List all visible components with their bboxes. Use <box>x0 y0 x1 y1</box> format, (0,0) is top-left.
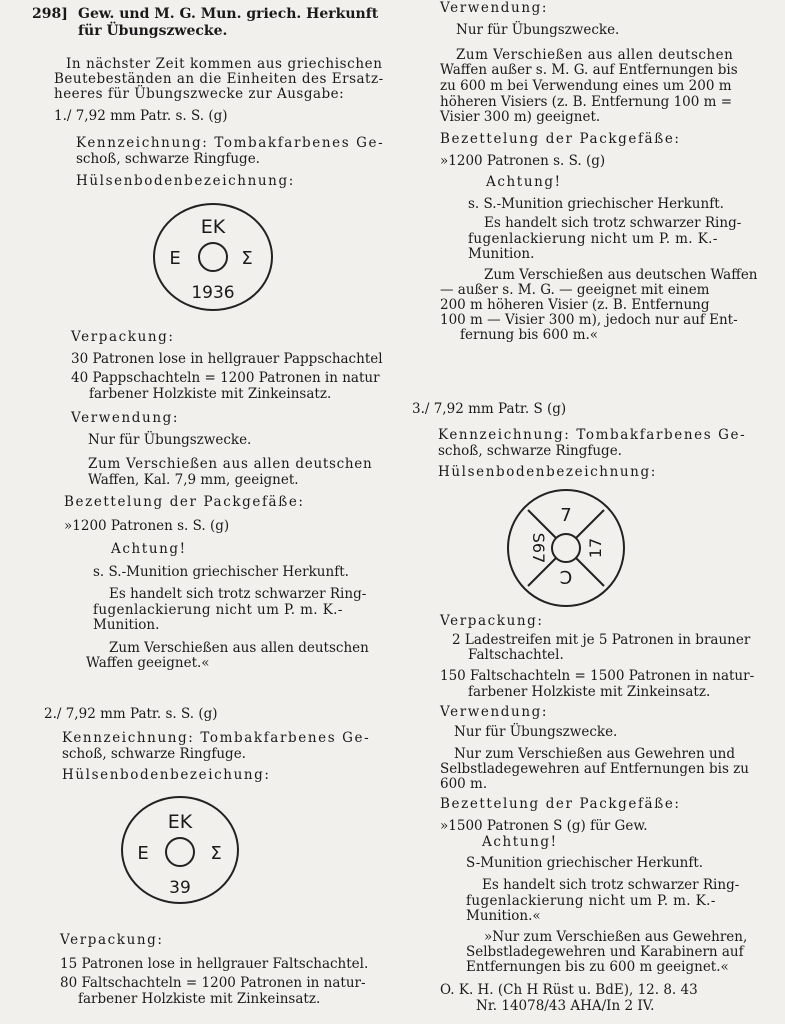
item1-bezettelung-label: Bezettelung der Packgefäße: <box>64 494 305 510</box>
order-number: Nr. 14078/43 AHA/In 2 IV. <box>476 998 655 1014</box>
item1-verwendung-line2: Zum Verschießen aus allen deutschen <box>88 456 373 472</box>
item1-headstamp <box>153 203 273 311</box>
item1-verpackung: 30 Patronen lose in hellgrauer Pappschachtel <box>71 351 383 367</box>
right-bezettelung-line4: Es handelt sich trotz schwarzer Ring- <box>484 215 742 231</box>
item3-verwendung-line3: Selbstladegewehren auf Entfernungen bis zu <box>440 761 749 777</box>
item3-heading: 3./ 7,92 mm Patr. S (g) <box>412 401 567 417</box>
item3-verpackung-label: Verpackung: <box>440 613 544 629</box>
item1-stamp-left: E <box>169 248 181 269</box>
section-title-line2: für Übungszwecke. <box>78 23 228 39</box>
item3-verwendung: Nur für Übungszwecke. <box>454 724 618 740</box>
item1-bezettelung-line5: fugenlackierung nicht um P. m. K.- <box>93 602 343 618</box>
item1-verpackung-line3: farbener Holzkiste mit Zinkeinsatz. <box>89 386 332 402</box>
item3-bezettelung-line7: »Nur zum Verschießen aus Gewehren, <box>484 929 748 945</box>
item2-heading: 2./ 7,92 mm Patr. s. S. (g) <box>44 706 218 722</box>
item1-achtung: Achtung! <box>111 541 187 557</box>
right-bezettelung-line7: Zum Verschießen aus deutschen Waffen <box>484 267 758 283</box>
right-verwendung-line2: Zum Verschießen aus allen deutschen <box>456 47 734 63</box>
right-verwendung-line4: zu 600 m bei Verwendung eines um 200 m <box>440 78 732 94</box>
item3-bezettelung-line8: Selbstladegewehren und Karabinern auf <box>466 944 744 960</box>
item3-bezettelung-line4: Es handelt sich trotz schwarzer Ring- <box>482 877 740 893</box>
item1-bezettelung-line6: Munition. <box>93 617 160 633</box>
item2-verpackung-line2: 80 Faltschachteln = 1200 Patronen in natur- <box>60 975 366 991</box>
item3-verpackung-line2: Faltschachtel. <box>468 647 564 663</box>
right-verwendung-label: Verwendung: <box>440 0 549 16</box>
item3-bezettelung: »1500 Patronen S (g) für Gew. <box>440 818 648 834</box>
item2-kennzeichnung-line2: schoß, schwarze Ringfuge. <box>62 746 246 762</box>
item1-verwendung: Nur für Übungszwecke. <box>88 432 252 448</box>
item1-heading: 1./ 7,92 mm Patr. s. S. (g) <box>54 108 228 124</box>
item3-verpackung: 2 Ladestreifen mit je 5 Patronen in brauner <box>452 632 751 648</box>
item1-bezettelung-line8: Waffen geeignet.« <box>86 655 210 671</box>
item1-verpackung-line2: 40 Pappschachteln = 1200 Patronen in natur <box>71 370 380 386</box>
right-bezettelung-label: Bezettelung der Packgefäße: <box>440 131 681 147</box>
right-achtung: Achtung! <box>486 174 562 190</box>
intro-text: In nächster Zeit kommen aus griechischen <box>66 56 383 72</box>
item3-headstamp <box>507 489 625 607</box>
item2-stamp-top: EK <box>167 811 193 833</box>
right-bezettelung-line3: s. S.-Munition griechischer Herkunft. <box>468 196 724 212</box>
item3-huelsen-label: Hülsenbodenbezeichnung: <box>438 464 657 480</box>
item3-stamp-top: 7 <box>560 505 572 526</box>
item3-verwendung-line2: Nur zum Verschießen aus Gewehren und <box>454 746 736 762</box>
right-bezettelung-line10: 100 m — Visier 300 m), jedoch nur auf Ent- <box>440 312 738 328</box>
item2-headstamp <box>121 796 239 904</box>
item1-bezettelung-line3: s. S.-Munition griechischer Herkunft. <box>93 564 349 580</box>
section-title: Gew. und M. G. Mun. griech. Herkunft <box>78 6 379 22</box>
item1-kennzeichnung: Kennzeichnung: Tombakfarbenes Ge- <box>76 135 385 151</box>
item3-verwendung-label: Verwendung: <box>440 704 549 720</box>
right-bezettelung-line11: fernung bis 600 m.« <box>460 327 599 343</box>
item3-bezettelung-line6: Munition.« <box>466 908 541 924</box>
right-verwendung: Nur für Übungszwecke. <box>456 22 620 38</box>
item2-huelsen-label: Hülsenbodenbezeichung: <box>62 767 271 783</box>
right-verwendung-line3: Waffen außer s. M. G. auf Entfernungen bis <box>440 62 738 78</box>
item1-verpackung-label: Verpackung: <box>71 329 175 345</box>
right-bezettelung-line8: — außer s. M. G. — geeignet mit einem <box>440 282 710 298</box>
item1-stamp-right: Σ <box>241 248 253 269</box>
item2-verpackung-label: Verpackung: <box>60 932 164 948</box>
right-bezettelung-line9: 200 m höheren Visier (z. B. Entfernung <box>440 297 710 313</box>
item3-bezettelung-label: Bezettelung der Packgefäße: <box>440 796 681 812</box>
right-bezettelung-line6: Munition. <box>468 246 535 262</box>
intro-text-line3: heeres für Übungszwecke zur Ausgabe: <box>54 86 345 102</box>
right-bezettelung: »1200 Patronen s. S. (g) <box>440 153 606 169</box>
item3-stamp-left: S67 <box>529 532 548 564</box>
item2-verpackung-line3: farbener Holzkiste mit Zinkeinsatz. <box>78 991 321 1007</box>
right-verwendung-line5: höheren Visiers (z. B. Entfernung 100 m = <box>440 94 733 110</box>
item3-bezettelung-line9: Entfernungen bis zu 600 m geeignet.« <box>466 959 729 975</box>
item2-kennzeichnung: Kennzeichnung: Tombakfarbenes Ge- <box>62 730 371 746</box>
item1-bezettelung: »1200 Patronen s. S. (g) <box>64 518 230 534</box>
item3-bezettelung-line3: S-Munition griechischer Herkunft. <box>466 855 704 871</box>
item3-bezettelung-line5: fugenlackierung nicht um P. m. K.- <box>466 893 716 909</box>
right-bezettelung-line5: fugenlackierung nicht um P. m. K.- <box>468 231 718 247</box>
item1-verwendung-label: Verwendung: <box>71 410 180 426</box>
item2-stamp-right: Σ <box>210 843 222 864</box>
item2-verpackung: 15 Patronen lose in hellgrauer Faltschachtel. <box>60 956 369 972</box>
intro-text-line2: Beutebeständen an die Einheiten des Ersatz- <box>54 71 384 87</box>
item3-verpackung-line3: 150 Faltschachteln = 1500 Patronen in natur- <box>440 668 755 684</box>
item3-kennzeichnung: Kennzeichnung: Tombakfarbenes Ge- <box>438 427 747 443</box>
right-verwendung-line6: Visier 300 m) geeignet. <box>440 109 601 125</box>
item1-stamp-bottom: 1936 <box>191 283 235 303</box>
item3-achtung: Achtung! <box>482 834 558 850</box>
item1-verwendung-line3: Waffen, Kal. 7,9 mm, geeignet. <box>88 472 299 488</box>
item2-stamp-bottom: 39 <box>169 878 191 898</box>
item3-verpackung-line4: farbener Holzkiste mit Zinkeinsatz. <box>468 684 711 700</box>
item1-kennzeichnung-line2: schoß, schwarze Ringfuge. <box>76 151 260 167</box>
item3-verwendung-line4: 600 m. <box>440 776 488 792</box>
item2-stamp-left: E <box>137 843 149 864</box>
item1-bezettelung-line7: Zum Verschießen aus allen deutschen <box>109 640 369 656</box>
order-reference: O. K. H. (Ch H Rüst u. BdE), 12. 8. 43 <box>440 982 698 998</box>
item3-kennzeichnung-line2: schoß, schwarze Ringfuge. <box>438 443 622 459</box>
item1-bezettelung-line4: Es handelt sich trotz schwarzer Ring- <box>109 586 367 602</box>
item3-stamp-right: 17 <box>586 537 605 559</box>
item1-stamp-top: EK <box>200 216 226 238</box>
section-number: 298] <box>32 6 68 22</box>
item1-huelsen-label: Hülsenbodenbezeichnung: <box>76 173 295 189</box>
item3-stamp-bottom: C <box>559 566 573 587</box>
